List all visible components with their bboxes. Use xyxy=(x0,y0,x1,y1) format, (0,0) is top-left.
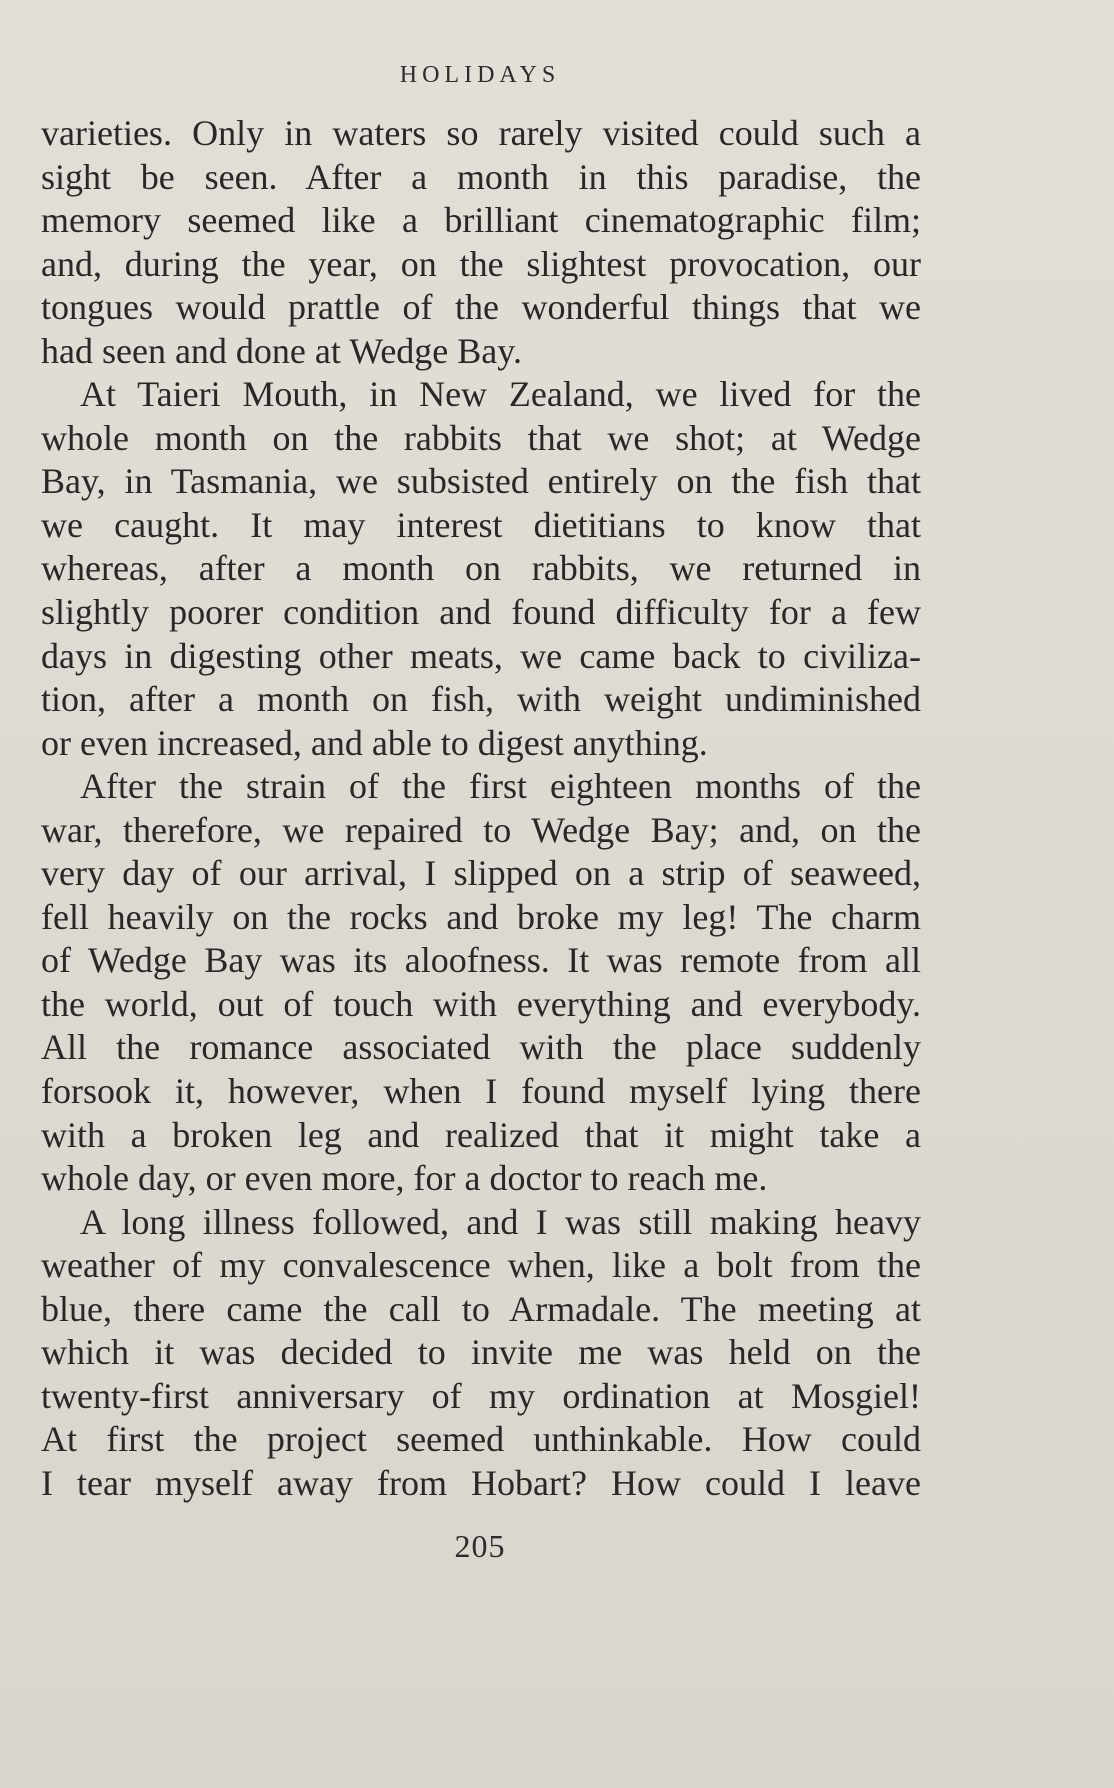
text-line: forsook it, however, when I found myself lying there xyxy=(41,1071,921,1112)
text-line: which it was decided to invite me was held on the xyxy=(41,1332,921,1373)
text-line: varieties. Only in waters so rarely visited could such a xyxy=(41,113,921,153)
text-line: whole day, or even more, for a doctor to reach me. xyxy=(41,1158,768,1199)
text-line: had seen and done at Wedge Bay. xyxy=(41,330,522,371)
text-line: tongues would prattle of the wonderful things that we xyxy=(41,287,921,328)
text-line: fell heavily on the rocks and broke my leg! The charm xyxy=(41,896,921,937)
text-line: All the romance associated with the place suddenly xyxy=(41,1027,921,1068)
text-line: war, therefore, we repaired to Wedge Bay; and, on the xyxy=(41,809,921,850)
text-line: we caught. It may interest dietitians to know that xyxy=(41,504,921,545)
text-line: tion, after a month on fish, with weight undiminished xyxy=(41,679,921,720)
text-line: twenty-first anniversary of my ordination at Mosgiel! xyxy=(41,1375,921,1416)
text-line: whole month on the rabbits that we shot; at Wedge xyxy=(41,417,921,458)
text-line: and, during the year, on the slightest provocation, our xyxy=(41,243,921,284)
text-line: A long illness followed, and I was still making heavy xyxy=(80,1201,921,1242)
page-number: 205 xyxy=(454,1528,506,1564)
text-line: slightly poorer condition and found difficulty for a few xyxy=(41,592,921,633)
text-line: Bay, in Tasmania, we subsisted entirely on the fish that xyxy=(41,461,921,502)
text-line: with a broken leg and realized that it might take a xyxy=(41,1114,921,1155)
text-line: very day of our arrival, I slipped on a strip of seaweed, xyxy=(41,853,921,894)
body-text xyxy=(41,112,921,1506)
text-line: After the strain of the first eighteen months of the xyxy=(80,766,921,807)
text-line: weather of my convalescence when, like a bolt from the xyxy=(41,1245,921,1286)
text-line: sight be seen. After a month in this paradise, the xyxy=(41,156,921,197)
text-line: memory seemed like a brilliant cinematographic film; xyxy=(41,200,921,241)
text-line: the world, out of touch with everything and everybody. xyxy=(41,983,921,1024)
text-line: of Wedge Bay was its aloofness. It was remote from all xyxy=(41,940,921,981)
running-head: HOLIDAYS xyxy=(399,62,561,88)
text-line: blue, there came the call to Armadale. The meeting at xyxy=(41,1288,921,1329)
text-line: At Taieri Mouth, in New Zealand, we lived for the xyxy=(80,374,921,415)
text-line: or even increased, and able to digest anything. xyxy=(41,722,708,763)
text-line: At first the project seemed unthinkable. How could xyxy=(41,1419,921,1460)
text-line: I tear myself away from Hobart? How could I leave xyxy=(41,1462,921,1503)
text-line: days in digesting other meats, we came back to civiliza- xyxy=(41,635,921,676)
text-line: whereas, after a month on rabbits, we returned in xyxy=(41,548,921,589)
